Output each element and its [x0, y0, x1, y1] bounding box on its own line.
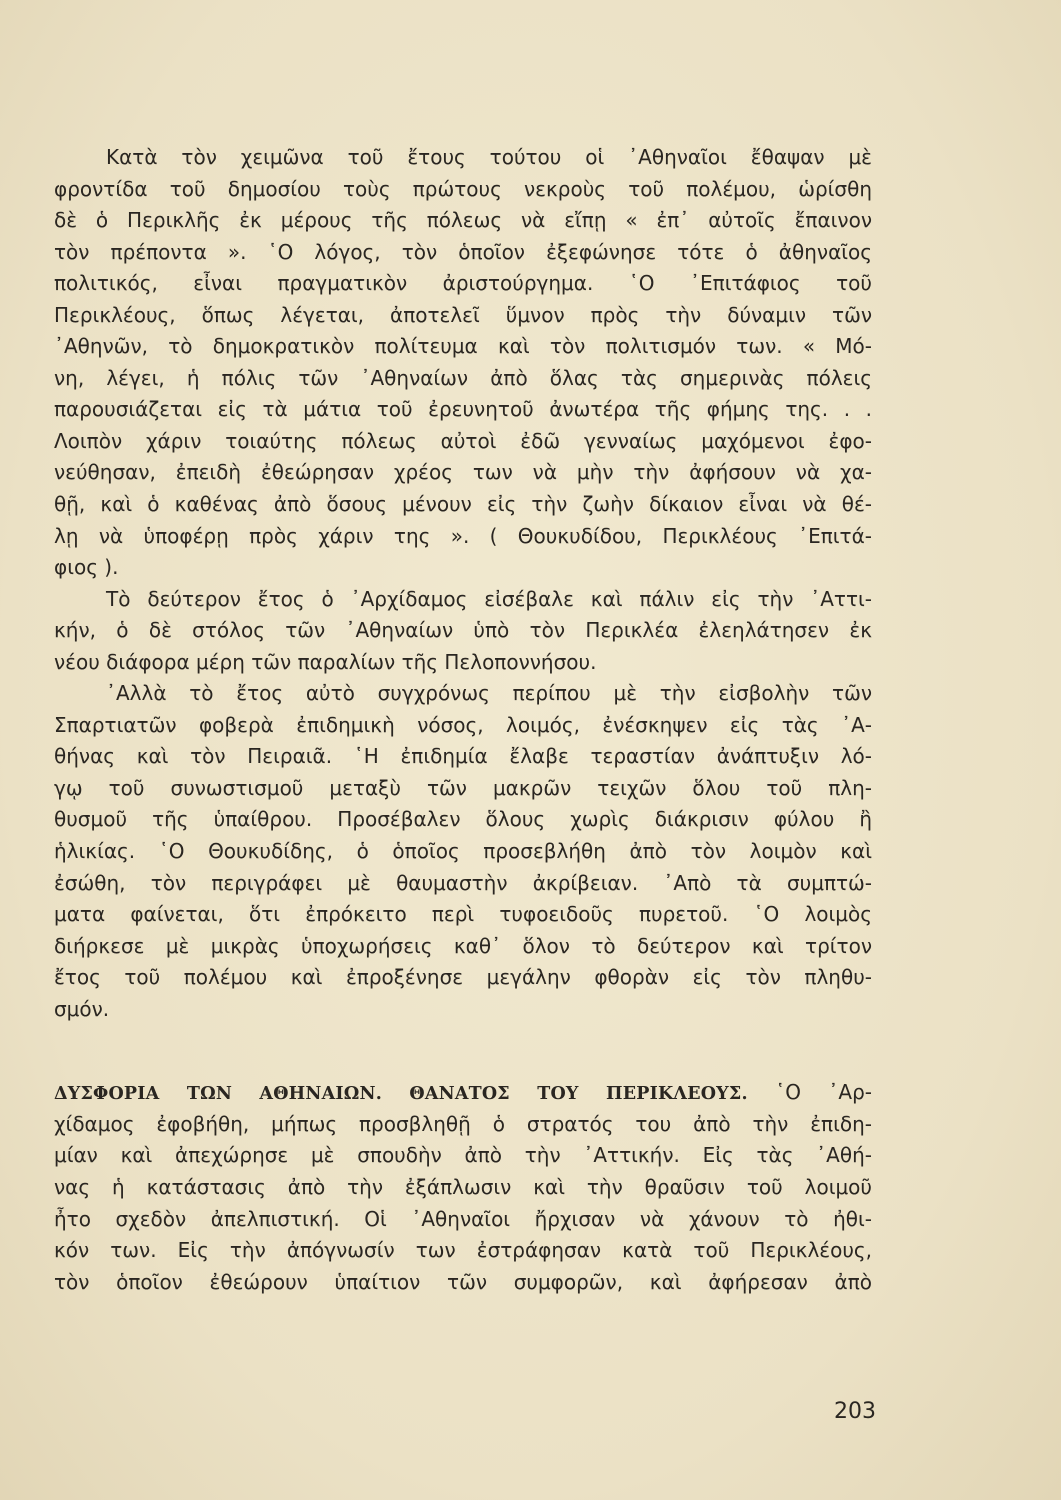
- paragraph-funeral-oration: [54, 142, 872, 584]
- text-line: πολιτικός, εἶναι πραγματικὸν ἀριστούργημα. ῾Ο ᾿Επιτάφιος τοῦ: [54, 271, 872, 296]
- text-line: τὸν ὁποῖον ἐθεώρουν ὑπαίτιον τῶν συμφορῶν, καὶ ἀφήρεσαν ἀπὸ: [54, 1269, 872, 1294]
- section-body: [54, 1109, 872, 1298]
- body-text: [54, 142, 872, 1298]
- text-line: Περικλέους, ὅπως λέγεται, ἀποτελεῖ ὕμνον πρὸς τὴν δύναμιν τῶν: [54, 302, 872, 327]
- text-line: ᾿Αθηνῶν, τὸ δημοκρατικὸν πολίτευμα καὶ τὸν πολιτισμόν των. « Μό-: [54, 334, 872, 359]
- section-discontent: [54, 1077, 872, 1298]
- text-line: ἦτο σχεδὸν ἀπελπιστική. Οἱ ᾿Αθηναῖοι ἤρχισαν νὰ χάνουν τὸ ἠθι-: [54, 1206, 872, 1231]
- page-number: 203: [834, 1399, 876, 1424]
- section-gap: [54, 1025, 872, 1077]
- text-line: φιος ).: [54, 555, 119, 580]
- text-line: λῃ νὰ ὑποφέρῃ πρὸς χάριν της ». ( Θουκυδίδου, Περικλέους ᾿Επιτά-: [54, 523, 872, 548]
- text-line: ᾿Αλλὰ τὸ ἔτος αὐτὸ συγχρόνως περίπου μὲ τὴν εἰσβολὴν τῶν: [106, 681, 872, 706]
- text-line: νέου διάφορα μέρη τῶν παραλίων τῆς Πελοποννήσου.: [54, 649, 597, 674]
- text-line: ἡλικίας. ῾Ο Θουκυδίδης, ὁ ὁποῖος προσεβλήθη ἀπὸ τὸν λοιμὸν καὶ: [54, 839, 872, 864]
- text-line: θῇ, καὶ ὁ καθένας ἀπὸ ὅσους μένουν εἰς τὴν ζωὴν δίκαιον εἶναι νὰ θέ-: [54, 492, 872, 517]
- text-line: γῳ τοῦ συνωστισμοῦ μεταξὺ τῶν μακρῶν τειχῶν ὅλου τοῦ πλη-: [54, 775, 872, 800]
- text-line: δὲ ὁ Περικλῆς ἐκ μέρους τῆς πόλεως νὰ εἴπῃ « ἐπ᾿ αὐτοῖς ἔπαινον: [54, 208, 872, 233]
- paragraph-plague: [54, 678, 872, 1025]
- text-line: παρουσιάζεται εἰς τὰ μάτια τοῦ ἐρευνητοῦ ἀνωτέρα τῆς φήμης της. . .: [54, 397, 872, 422]
- text-line: κόν των. Εἰς τὴν ἀπόγνωσίν των ἐστράφησαν κατὰ τοῦ Περικλέους,: [54, 1238, 872, 1263]
- text-line: νη, λέγει, ἡ πόλις τῶν ᾿Αθηναίων ἀπὸ ὅλας τὰς σημερινὰς πόλεις: [54, 365, 872, 390]
- text-line: διήρκεσε μὲ μικρὰς ὑποχωρήσεις καθ᾿ ὅλον τὸ δεύτερον καὶ τρίτον: [54, 933, 872, 958]
- paragraph-second-year: [54, 584, 872, 679]
- text-line: φροντίδα τοῦ δημοσίου τοὺς πρώτους νεκροὺς τοῦ πολέμου, ὡρίσθη: [54, 176, 872, 201]
- text-line: θυσμοῦ τῆς ὑπαίθρου. Προσέβαλεν ὅλους χωρὶς διάκρισιν φύλου ἢ: [54, 807, 872, 832]
- section-heading-continuation: ῾Ο ᾿Αρ-: [747, 1080, 872, 1105]
- text-line: χίδαμος ἐφοβήθη, μήπως προσβληθῇ ὁ στρατός του ἀπὸ τὴν ἐπιδη-: [54, 1111, 872, 1136]
- text-line: νεύθησαν, ἐπειδὴ ἐθεώρησαν χρέος των νὰ μὴν τὴν ἀφήσουν νὰ χα-: [54, 460, 872, 485]
- text-line: ματα φαίνεται, ὅτι ἐπρόκειτο περὶ τυφοειδοῦς πυρετοῦ. ῾Ο λοιμὸς: [54, 902, 872, 927]
- text-line: κήν, ὁ δὲ στόλος τῶν ᾿Αθηναίων ὑπὸ τὸν Περικλέα ἐλεηλάτησεν ἐκ: [54, 618, 872, 643]
- text-line: ἐσώθη, τὸν περιγράφει μὲ θαυμαστὴν ἀκρίβειαν. ᾿Απὸ τὰ συμπτώ-: [54, 870, 872, 895]
- text-line: μίαν καὶ ἀπεχώρησε μὲ σπουδὴν ἀπὸ τὴν ᾿Αττικήν. Εἰς τὰς ᾿Αθή-: [54, 1143, 872, 1168]
- section-heading: ΔΥΣΦΟΡΙΑ ΤΩΝ ΑΘΗΝΑΙΩΝ. ΘΑΝΑΤΟΣ ΤΟΥ ΠΕΡΙΚΛΕΟΥΣ.: [54, 1084, 748, 1105]
- text-line: τὸν πρέποντα ». ῾Ο λόγος, τὸν ὁποῖον ἐξεφώνησε τότε ὁ ἀθηναῖος: [54, 239, 872, 264]
- text-line: σμόν.: [54, 996, 110, 1021]
- text-line: Τὸ δεύτερον ἔτος ὁ ᾿Αρχίδαμος εἰσέβαλε καὶ πάλιν εἰς τὴν ᾿Αττι-: [106, 586, 872, 611]
- section-first-line: [54, 1077, 872, 1109]
- text-line: Σπαρτιατῶν φοβερὰ ἐπιδημικὴ νόσος, λοιμός, ἐνέσκηψεν εἰς τὰς ᾿Α-: [54, 712, 872, 737]
- text-line: ἔτος τοῦ πολέμου καὶ ἐπροξένησε μεγάλην φθορὰν εἰς τὸν πληθυ-: [54, 965, 872, 990]
- text-line: θήνας καὶ τὸν Πειραιᾶ. ῾Η ἐπιδημία ἔλαβε τεραστίαν ἀνάπτυξιν λό-: [54, 744, 872, 769]
- text-line: νας ἡ κατάστασις ἀπὸ τὴν ἐξάπλωσιν καὶ τὴν θραῦσιν τοῦ λοιμοῦ: [54, 1174, 872, 1199]
- text-line: Λοιπὸν χάριν τοιαύτης πόλεως αὐτοὶ ἐδῶ γενναίως μαχόμενοι ἐφο-: [54, 428, 872, 453]
- text-line: Κατὰ τὸν χειμῶνα τοῦ ἔτους τούτου οἱ ᾿Αθηναῖοι ἔθαψαν μὲ: [106, 145, 872, 169]
